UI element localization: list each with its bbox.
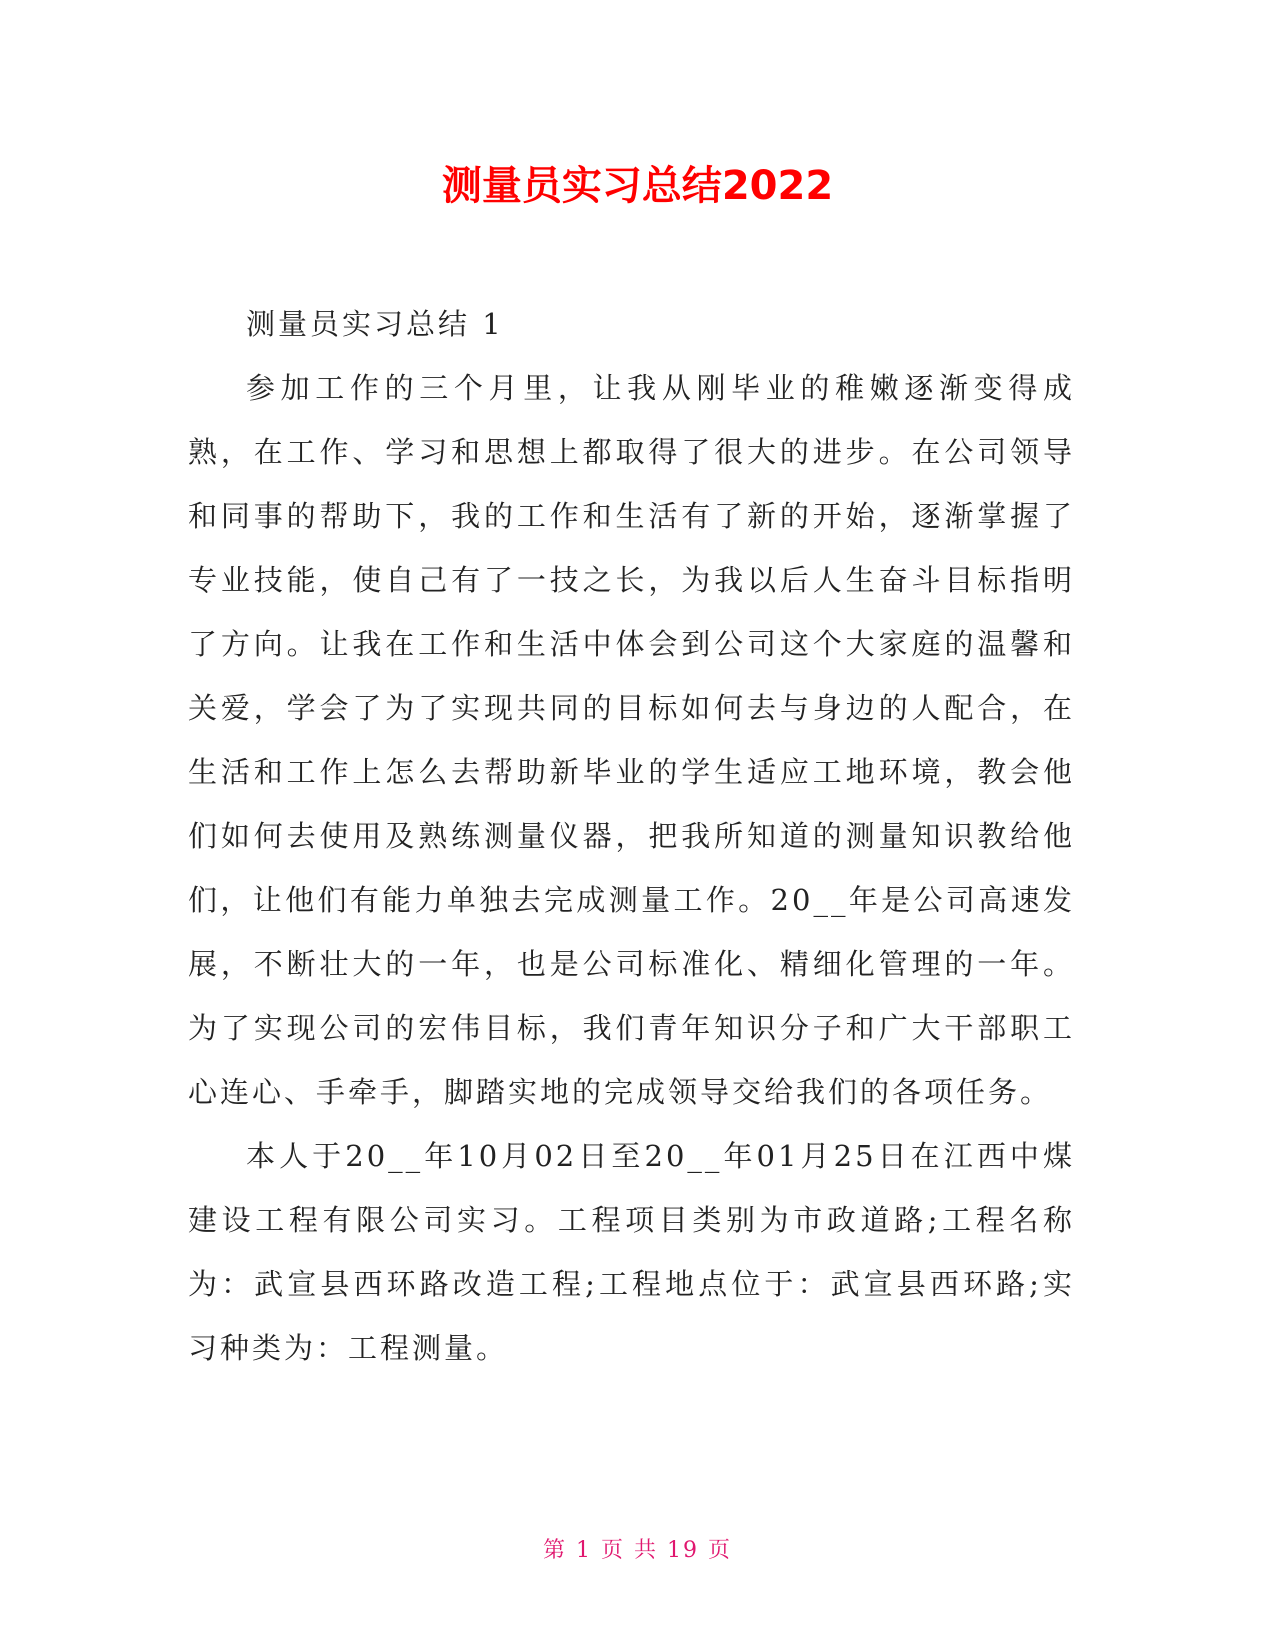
- section-heading: 测量员实习总结 1: [246, 307, 504, 341]
- paragraph: 本人于20__年10月02日至20__年01月25日在江西中煤建设工程有限公司实习。工程项目类别为市政道路;工程名称为：武宣县西环路改造工程;工程地点位于：武宣县西环路;实习种类为：工程测量。: [188, 1139, 1075, 1365]
- document-body: [188, 292, 1075, 1380]
- paragraph: 参加工作的三个月里，让我从刚毕业的稚嫩逐渐变得成熟，在工作、学习和思想上都取得了很大的进步。在公司领导和同事的帮助下，我的工作和生活有了新的开始，逐渐掌握了专业技能，使自己有了一技之长，为我以后人生奋斗目标指明了方向。让我在工作和生活中体会到公司这个大家庭的温馨和关爱，学会了为了实现共同的目标如何去与身边的人配合，在生活和工作上怎么去帮助新毕业的学生适应工地环境，教会他们如何去使用及熟练测量仪器，把我所知道的测量知识教给他们，让他们有能力单独去完成测量工作。20__年是公司高速发展，不断壮大的一年，也是公司标准化、精细化管理的一年。为了实现公司的宏伟目标，我们青年知识分子和广大干部职工心连心、手牵手，脚踏实地的完成领导交给我们的各项任务。: [188, 371, 1075, 1109]
- page-number-footer: 第 1 页 共 19 页: [543, 1538, 732, 1563]
- document-title: 测量员实习总结2022: [441, 163, 834, 209]
